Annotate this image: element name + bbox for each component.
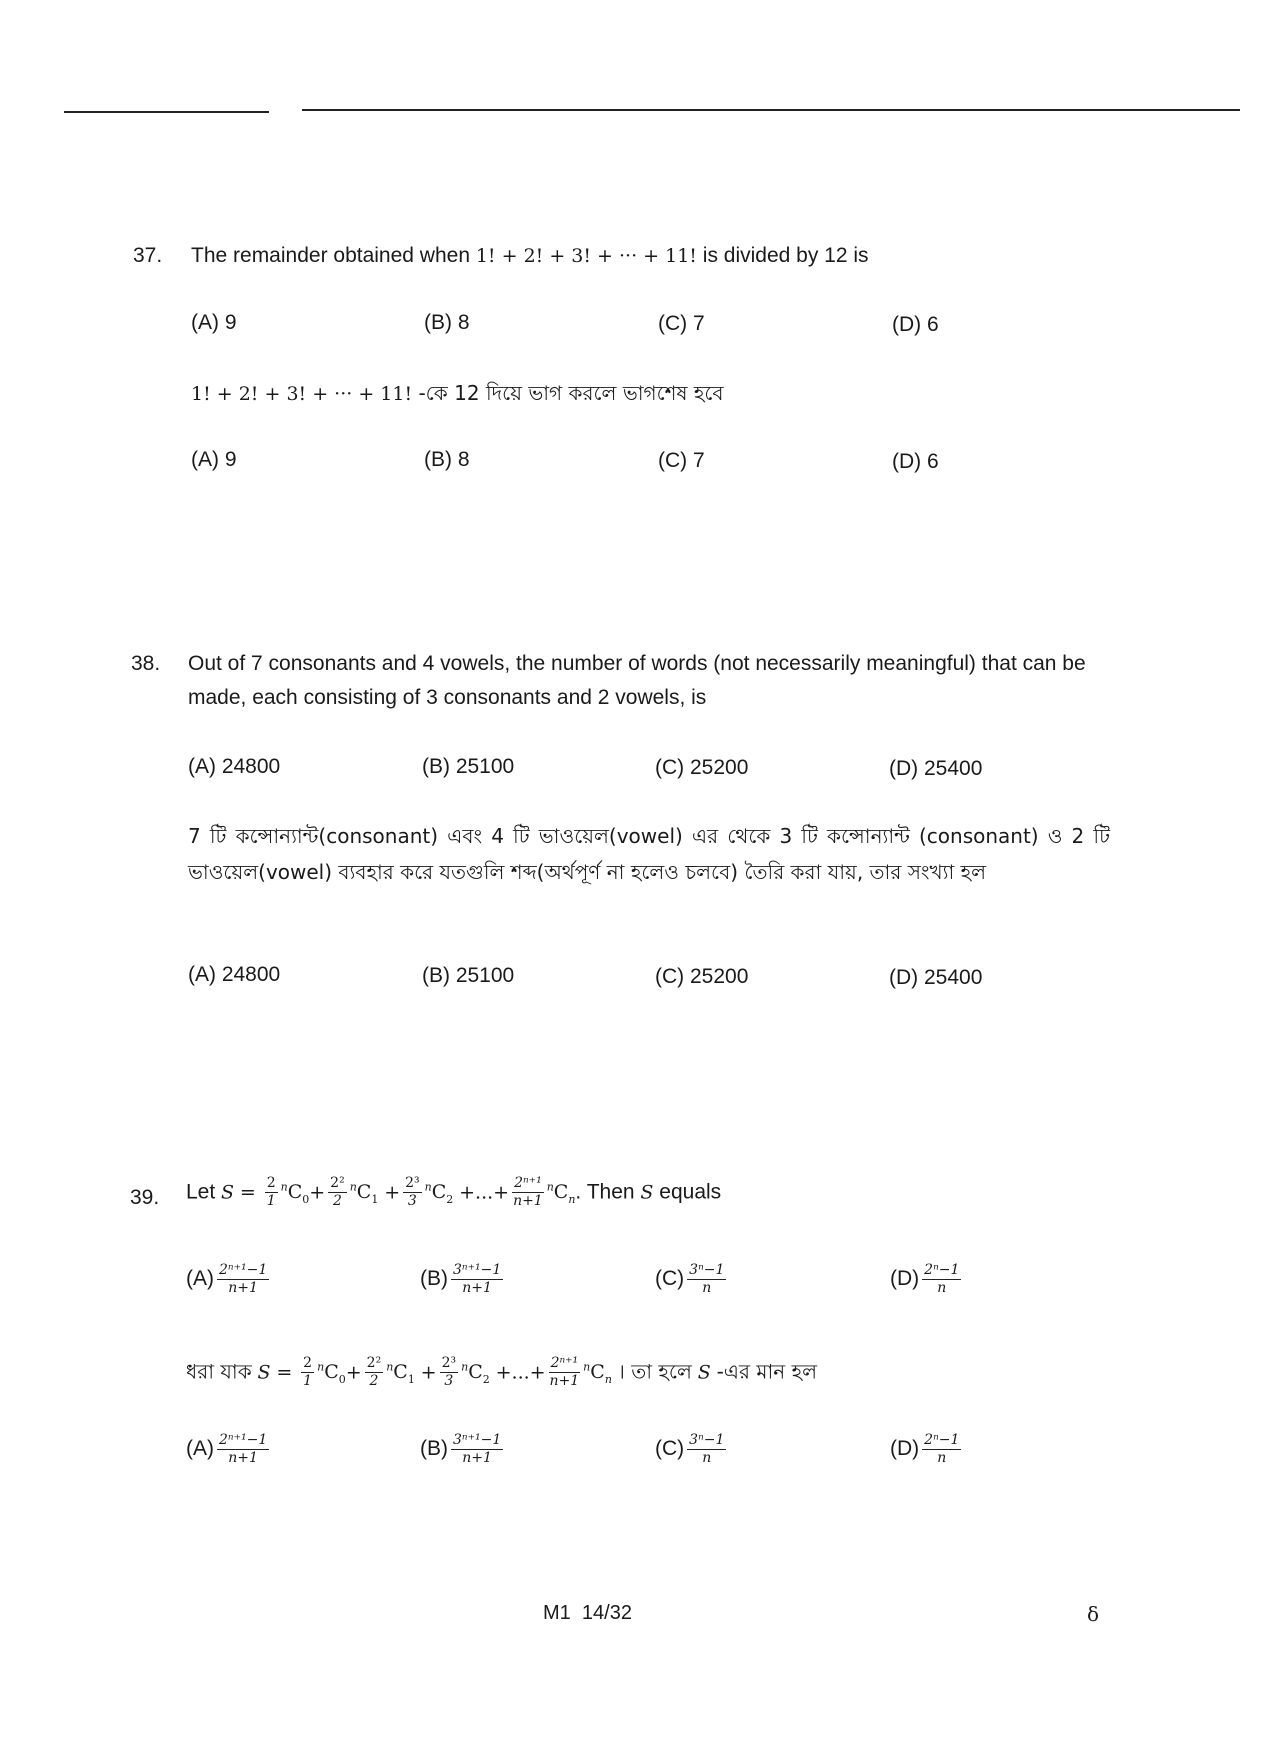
footer-page-label — [543, 1602, 632, 1625]
question-39-bn-equals-sign: = — [276, 1361, 293, 1384]
question-37-bengali-text — [191, 376, 724, 411]
question-38-number: 38. — [131, 652, 161, 675]
plus-sign: + — [309, 1181, 326, 1204]
binomial-cn: $^nC_n$ — [546, 1181, 576, 1207]
q39-bn-option-b-fraction: $\frac{\text{3ⁿ⁺¹−1}}{n+1}$ — [453, 1432, 502, 1466]
q37-option-b: (B) 8 — [424, 311, 470, 334]
question-39-number: 39. — [130, 1186, 160, 1209]
q38-bn-option-b: (B) 25100 — [422, 964, 515, 987]
bn-fraction-term-3: $\frac{\text{2³}}{3}$ — [441, 1355, 457, 1390]
q38-bn-option-a: (A) 24800 — [188, 963, 281, 986]
question-39-bn-after: -এর মান হল — [716, 1359, 817, 1384]
question-37-bengali-suffix: -কে 12 দিয়ে ভাগ করলে ভাগশেষ হবে — [412, 381, 724, 405]
question-39-s-variable: S — [221, 1181, 235, 1204]
fraction-term-3: $\frac{\text{2³}}{3}$ — [405, 1175, 420, 1210]
plus-sign: + — [420, 1361, 437, 1384]
question-37-expression: 1! + 2! + 3! + ··· + 11! — [475, 245, 697, 267]
question-38-text: Out of 7 consonants and 4 vowels, the number of words (not necessarily meaningful) that can be made, each consisting of 3 consonants and 2 vowels, is — [188, 652, 1086, 709]
q39-option-c-fraction: $\frac{\text{3ⁿ−1}}{n}$ — [689, 1262, 725, 1296]
ellipsis-plus: +...+ — [459, 1181, 510, 1204]
question-39-let: Let — [186, 1180, 216, 1204]
footer-page-number: 14/32 — [581, 1602, 632, 1624]
question-39-bn-let: ধরা যাক — [186, 1359, 252, 1384]
q37-option-d: (D) 6 — [892, 313, 939, 336]
q37-bn-option-d: (D) 6 — [892, 450, 939, 473]
question-37-bengali-expression: 1! + 2! + 3! + ··· + 11! — [191, 383, 413, 405]
q38-option-c: (C) 25200 — [655, 756, 749, 779]
footer-paper-code: M1 — [543, 1602, 571, 1624]
header-rule-left — [64, 111, 269, 113]
q38-option-d: (D) 25400 — [889, 757, 983, 780]
binomial-c1: $^nC_1$ — [349, 1181, 379, 1207]
q39-bn-option-c: (C) $\frac{\text{3ⁿ−1}}{n}$ — [655, 1432, 725, 1466]
q37-option-c: (C) 7 — [658, 312, 705, 335]
question-39-bengali-statement — [186, 1346, 817, 1402]
q39-bn-option-a: (A) $\frac{\text{2ⁿ⁺¹−1}}{n+1}$ — [186, 1432, 268, 1466]
q37-bn-option-b: (B) 8 — [424, 448, 470, 471]
bn-fraction-term-n: $\frac{\text{2ⁿ⁺¹}}{n+1}$ — [549, 1355, 580, 1390]
q39-bn-option-d: (D) $\frac{\text{2ⁿ−1}}{n}$ — [890, 1432, 960, 1466]
question-39-then: . Then — [575, 1180, 635, 1204]
q39-bn-option-c-fraction: $\frac{\text{3ⁿ−1}}{n}$ — [689, 1432, 725, 1466]
question-37-text-prefix: The remainder obtained when — [191, 244, 476, 267]
question-39-equals-word: equals — [659, 1180, 722, 1204]
binomial-c0: $^nC_0$ — [280, 1181, 310, 1207]
q39-bn-option-d-fraction: $\frac{\text{2ⁿ−1}}{n}$ — [924, 1432, 960, 1466]
fraction-term-2: $\frac{\text{2²}}{2}$ — [330, 1175, 345, 1210]
q38-option-b: (B) 25100 — [422, 755, 515, 778]
binomial-c2: $^nC_2$ — [424, 1181, 454, 1207]
q37-option-a: (A) 9 — [191, 311, 237, 334]
question-39-bn-s-variable-2: S — [697, 1361, 711, 1384]
fraction-term-1: $\frac{2}{1}$ — [266, 1175, 276, 1210]
question-39-statement — [186, 1166, 721, 1222]
q37-bn-option-c: (C) 7 — [658, 449, 705, 472]
question-37-text-suffix: is divided by 12 is — [696, 244, 869, 267]
q39-bn-option-b: (B) $\frac{\text{3ⁿ⁺¹−1}}{n+1}$ — [420, 1432, 502, 1466]
bn-binomial-c2: $^nC_2$ — [461, 1361, 490, 1387]
ellipsis-plus: +...+ — [495, 1361, 546, 1384]
fraction-term-n: $\frac{\text{2ⁿ⁺¹}}{n+1}$ — [513, 1175, 543, 1210]
bn-fraction-term-1: $\frac{2}{1}$ — [303, 1355, 313, 1390]
header-rule-right — [302, 109, 1240, 111]
q38-option-a: (A) 24800 — [188, 755, 281, 778]
question-39-equals-sign: = — [239, 1181, 256, 1204]
question-39-bn-then: । তা হলে — [617, 1359, 692, 1384]
question-37-text — [191, 239, 869, 273]
q39-option-c: (C) $\frac{\text{3ⁿ−1}}{n}$ — [655, 1262, 725, 1296]
q38-bn-option-c: (C) 25200 — [655, 965, 749, 988]
q39-option-b-fraction: $\frac{\text{3ⁿ⁺¹−1}}{n+1}$ — [453, 1262, 502, 1296]
plus-sign: + — [345, 1361, 362, 1384]
question-38-bengali-text: 7 টি কন্সোন্যান্ট(consonant) এবং 4 টি ভাওয়েল(vowel) এর থেকে 3 টি কন্সোন্যান্ট (consonant) ও 2 টি ভাওয়েল(vowel) ব্যবহার করে যতগুলি শব্দ(অর্থপূর্ণ না হলেও চলবে) তৈরি করা যায়, তার সংখ্যা হল — [188, 824, 1110, 884]
plus-sign: + — [384, 1181, 401, 1204]
q39-option-d-fraction: $\frac{\text{2ⁿ−1}}{n}$ — [924, 1262, 960, 1296]
footer-corner-mark: δ — [1087, 1602, 1100, 1626]
q39-option-a-fraction: $\frac{\text{2ⁿ⁺¹−1}}{n+1}$ — [219, 1262, 268, 1296]
q39-option-a: (A) $\frac{\text{2ⁿ⁺¹−1}}{n+1}$ — [186, 1262, 268, 1296]
q39-option-b: (B) $\frac{\text{3ⁿ⁺¹−1}}{n+1}$ — [420, 1262, 502, 1296]
q37-bn-option-a: (A) 9 — [191, 448, 237, 471]
bn-fraction-term-2: $\frac{\text{2²}}{2}$ — [366, 1355, 382, 1390]
bn-binomial-c0: $^nC_0$ — [317, 1361, 346, 1387]
q38-bn-option-d: (D) 25400 — [889, 966, 983, 989]
question-39-bn-s-variable: S — [257, 1361, 271, 1384]
q39-bn-option-a-fraction: $\frac{\text{2ⁿ⁺¹−1}}{n+1}$ — [219, 1432, 268, 1466]
bn-binomial-c1: $^nC_1$ — [386, 1361, 415, 1387]
q39-option-d: (D) $\frac{\text{2ⁿ−1}}{n}$ — [890, 1262, 960, 1296]
question-39-s-variable-2: S — [640, 1181, 654, 1204]
bn-binomial-cn: $^nC_n$ — [583, 1361, 612, 1387]
question-37-number: 37. — [133, 244, 163, 267]
